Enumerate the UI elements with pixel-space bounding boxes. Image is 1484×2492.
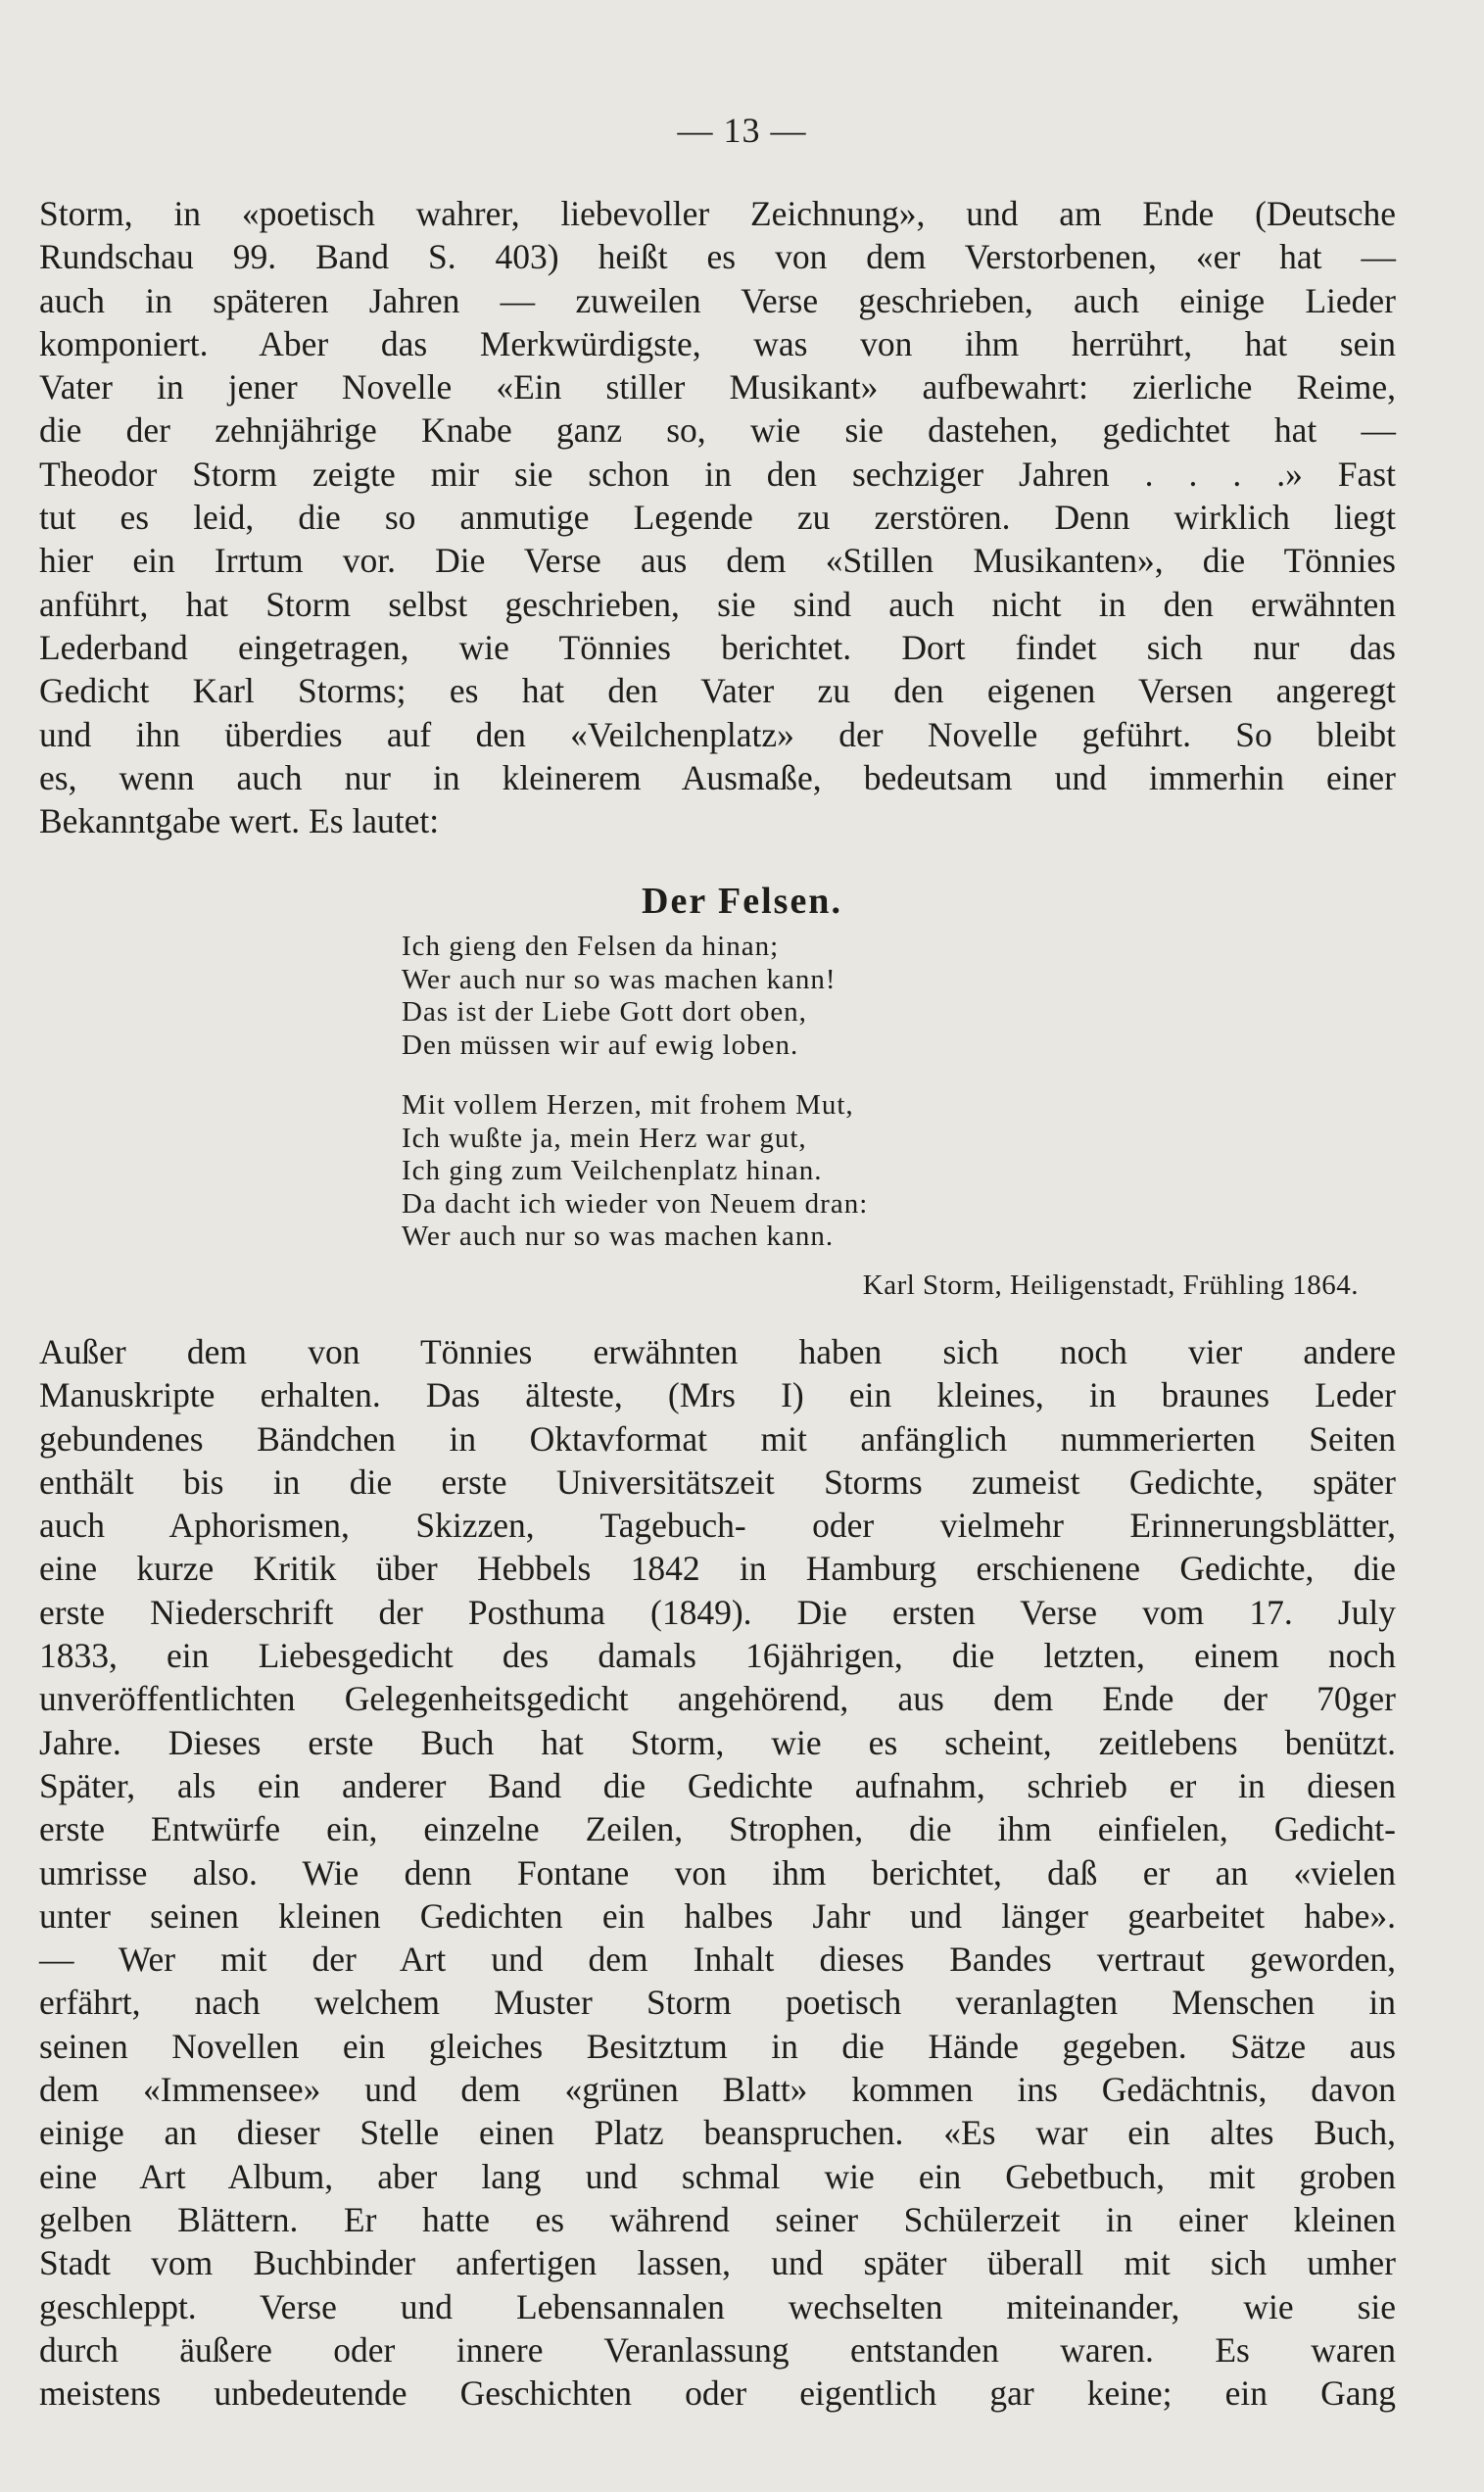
text-line: Vater in jener Novelle «Ein stiller Musikant» aufbewahrt: zierliche Reime, — [39, 367, 1396, 407]
poem-verse: Mit vollem Herzen, mit frohem Mut, — [402, 1089, 854, 1121]
text-line: Storm, in «poetisch wahrer, liebevoller Zeichnung», und am Ende (Deutsche — [39, 194, 1396, 233]
text-line: meistens unbedeutende Geschichten oder eigentlich gar keine; ein Gang — [39, 2373, 1396, 2414]
text-line: erste Niederschrift der Posthuma (1849). Die ersten Verse vom 17. July — [39, 1592, 1396, 1632]
poem-signature: Karl Storm, Heiligenstadt, Frühling 1864. — [862, 1270, 1359, 1301]
text-line: Manuskripte erhalten. Das älteste, (Mrs I) ein kleines, in braunes Leder — [39, 1375, 1396, 1415]
text-line: tut es leid, die so anmutige Legende zu zerstören. Denn wirklich liegt — [39, 498, 1396, 538]
paragraph-1 — [39, 192, 1396, 842]
text-line: unter seinen kleinen Gedichten ein halbes Jahr und länger gearbeitet habe». — [39, 1895, 1396, 1936]
text-line: auch in späteren Jahren — zuweilen Verse geschrieben, auch einige Lieder — [39, 280, 1396, 320]
text-line: — Wer mit der Art und dem Inhalt dieses Bandes vertraut geworden, — [39, 1940, 1396, 1980]
text-line: dem «Immensee» und dem «grünen Blatt» kommen ins Gedächtnis, davon — [39, 2070, 1396, 2110]
text-line: gebundenes Bändchen in Oktavformat mit anfänglich nummerierten Seiten — [39, 1418, 1396, 1459]
text-line: geschleppt. Verse und Lebensannalen wechselten miteinander, wie sie — [39, 2286, 1396, 2326]
text-line: Stadt vom Buchbinder anfertigen lassen, und später überall mit sich umher — [39, 2243, 1396, 2283]
text-line: anführt, hat Storm selbst geschrieben, sie sind auch nicht in den erwähnten — [39, 584, 1396, 624]
text-line: umrisse also. Wie denn Fontane von ihm berichtet, daß er an «vielen — [39, 1852, 1396, 1893]
text-line: einige an dieser Stelle einen Platz beanspruchen. «Es war ein altes Buch, — [39, 2113, 1396, 2153]
text-line: und ihn überdies auf den «Veilchenplatz» der Novelle geführt. So bleibt — [39, 714, 1396, 754]
text-line: gelben Blättern. Er hatte es während seiner Schülerzeit in einer kleinen — [39, 2199, 1396, 2239]
text-line: die der zehnjährige Knabe ganz so, wie sie dastehen, gedichtet hat — — [39, 410, 1396, 451]
text-line: durch äußere oder innere Veranlassung entstanden waren. Es waren — [39, 2329, 1396, 2370]
poem-verse: Ich wußte ja, mein Herz war gut, — [402, 1122, 807, 1154]
poem-stanza-2 — [402, 1089, 868, 1254]
text-line: Rundschau 99. Band S. 403) heißt es von dem Verstorbenen, «er hat — — [39, 237, 1396, 277]
poem-title: Der Felsen. — [642, 881, 842, 922]
text-line: hier ein Irrtum vor. Die Verse aus dem «Stillen Musikanten», die Tönnies — [39, 541, 1396, 581]
text-line: komponiert. Aber das Merkwürdigste, was von ihm herrührt, hat sein — [39, 323, 1396, 363]
text-line: eine Art Album, aber lang und schmal wie ein Gebetbuch, mit groben — [39, 2156, 1396, 2196]
text-line: erste Entwürfe ein, einzelne Zeilen, Strophen, die ihm einfielen, Gedicht- — [39, 1809, 1396, 1849]
text-line: Theodor Storm zeigte mir sie schon in den sechziger Jahren . . . .» Fast — [39, 454, 1396, 494]
page-number: — 13 — — [677, 111, 807, 150]
text-line: es, wenn auch nur in kleinerem Ausmaße, bedeutsam und immerhin einer — [39, 757, 1396, 797]
text-line: auch Aphorismen, Skizzen, Tagebuch- oder vielmehr Erinnerungsblätter, — [39, 1506, 1396, 1546]
text-line: Außer dem von Tönnies erwähnten haben sich noch vier andere — [39, 1332, 1396, 1371]
poem-verse: Wer auch nur so was machen kann. — [402, 1221, 835, 1253]
poem-verse: Da dacht ich wieder von Neuem dran: — [402, 1187, 869, 1220]
text-line: Jahre. Dieses erste Buch hat Storm, wie es scheint, zeitlebens benützt. — [39, 1722, 1396, 1762]
text-line: Lederband eingetragen, wie Tönnies berichtet. Dort findet sich nur das — [39, 627, 1396, 667]
text-line: Gedicht Karl Storms; es hat den Vater zu den eigenen Versen angeregt — [39, 671, 1396, 711]
text-line: seinen Novellen ein gleiches Besitztum in die Hände gegeben. Sätze aus — [39, 2026, 1396, 2066]
poem-stanza-1 — [402, 931, 837, 1062]
text-line: erfährt, nach welchem Muster Storm poetisch veranlagten Menschen in — [39, 1983, 1396, 2023]
text-line: eine kurze Kritik über Hebbels 1842 in Hamburg erschienene Gedichte, die — [39, 1549, 1396, 1589]
poem-verse: Ich gieng den Felsen da hinan; — [402, 931, 780, 962]
poem-verse: Den müssen wir auf ewig loben. — [402, 1029, 799, 1061]
paragraph-2 — [39, 1330, 1396, 2415]
text-line: Später, als ein anderer Band die Gedichte aufnahm, schrieb er in diesen — [39, 1765, 1396, 1805]
text-line: 1833, ein Liebesgedicht des damals 16jährigen, die letzten, einem noch — [39, 1636, 1396, 1676]
text-line: enthält bis in die erste Universitätszeit Storms zumeist Gedichte, später — [39, 1462, 1396, 1502]
poem-verse: Wer auch nur so was machen kann! — [402, 963, 837, 995]
text-line: unveröffentlichten Gelegenheitsgedicht angehörend, aus dem Ende der 70ger — [39, 1679, 1396, 1719]
poem-verse: Ich ging zum Veilchenplatz hinan. — [402, 1155, 823, 1187]
text-line: Bekanntgabe wert. Es lautet: — [39, 801, 440, 841]
poem-verse: Das ist der Liebe Gott dort oben, — [402, 996, 807, 1029]
